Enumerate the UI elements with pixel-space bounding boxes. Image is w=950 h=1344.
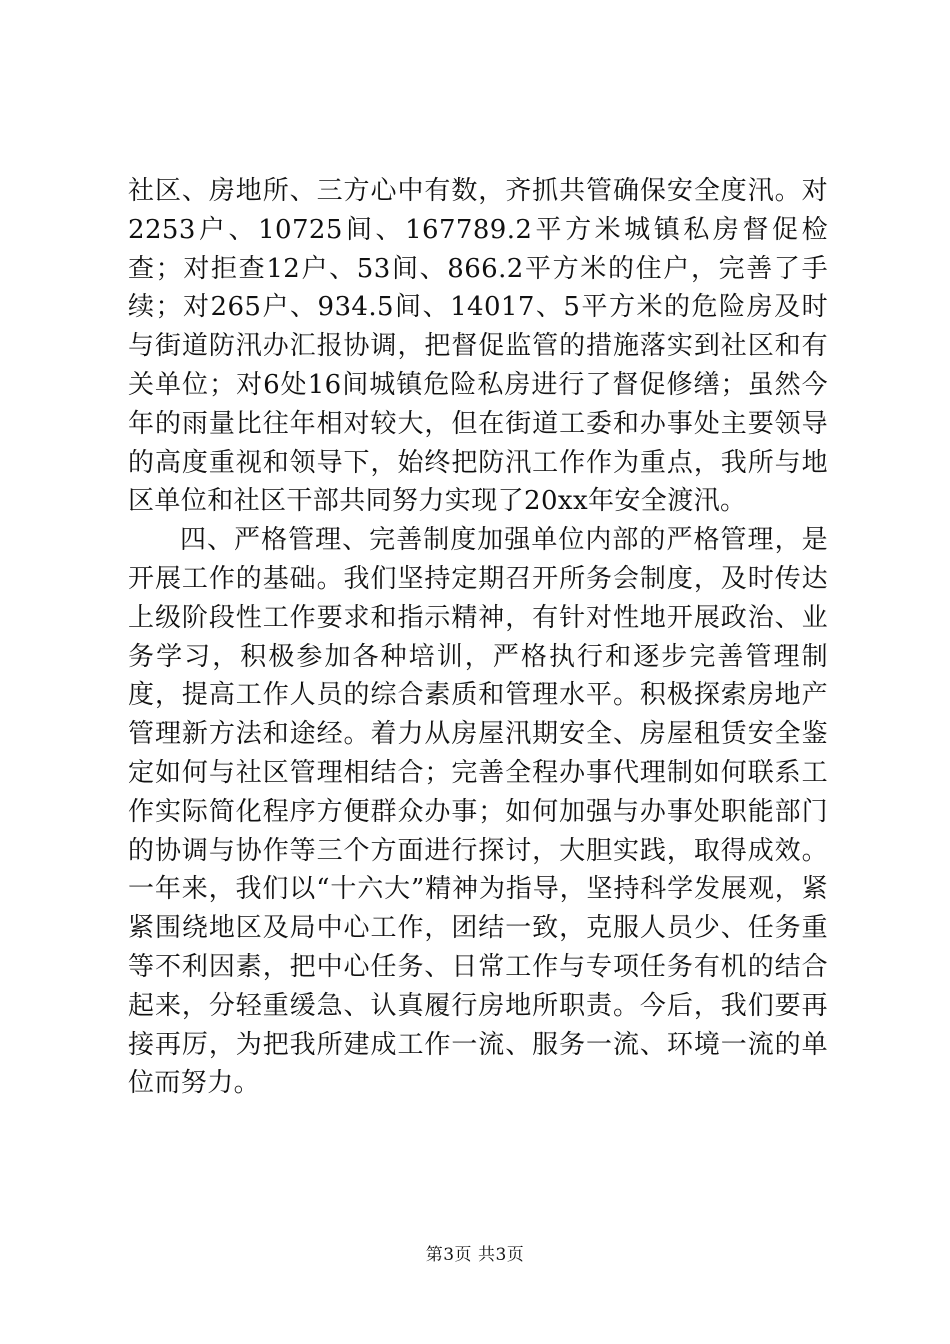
page-number-footer: 第3页 共3页 [425, 1245, 525, 1265]
paragraph-flood-control: 社区、房地所、三方心中有数，齐抓共管确保安全度汛。对2253户、10725间、167789.2平方米城镇私房督促检查；对拒查12户、53间、866.2平方米的住户，完善了手续；对265户、934.5间、14017、5平方米的危险房及时与街道防汛办汇报协调，把督促监管的措施落实到社区和有关单位；对6处16间城镇危险私房进行了督促修缮；虽然今年的雨量比往年相对较大，但在街道工委和办事处主要领导的高度重视和领导下，始终把防汛工作作为重点，我所与地区单位和社区干部共同努力实现了20xx年安全渡汛。 [128, 176, 828, 517]
document-body [128, 172, 828, 1103]
paragraph-strict-management: 四、严格管理、完善制度加强单位内部的严格管理，是开展工作的基础。我们坚持定期召开所务会制度，及时传达上级阶段性工作要求和指示精神，有针对性地开展政治、业务学习，积极参加各种培训，严格执行和逐步完善管理制度，提高工作人员的综合素质和管理水平。积极探索房地产管理新方法和途经。着力从房屋汛期安全、房屋租赁安全鉴定如何与社区管理相结合；完善全程办事代理制如何联系工作实际简化程序方便群众办事；如何加强与办事处职能部门的协调与协作等三个方面进行探讨，大胆实践，取得成效。一年来，我们以“十六大”精神为指导，坚持科学发展观，紧紧围绕地区及局中心工作，团结一致，克服人员少、任务重等不利因素，把中心任务、日常工作与专项任务有机的结合起来，分轻重缓急、认真履行房地所职责。今后，我们要再接再厉，为把我所建成工作一流、服务一流、环境一流的单位而努力。 [128, 525, 828, 1099]
